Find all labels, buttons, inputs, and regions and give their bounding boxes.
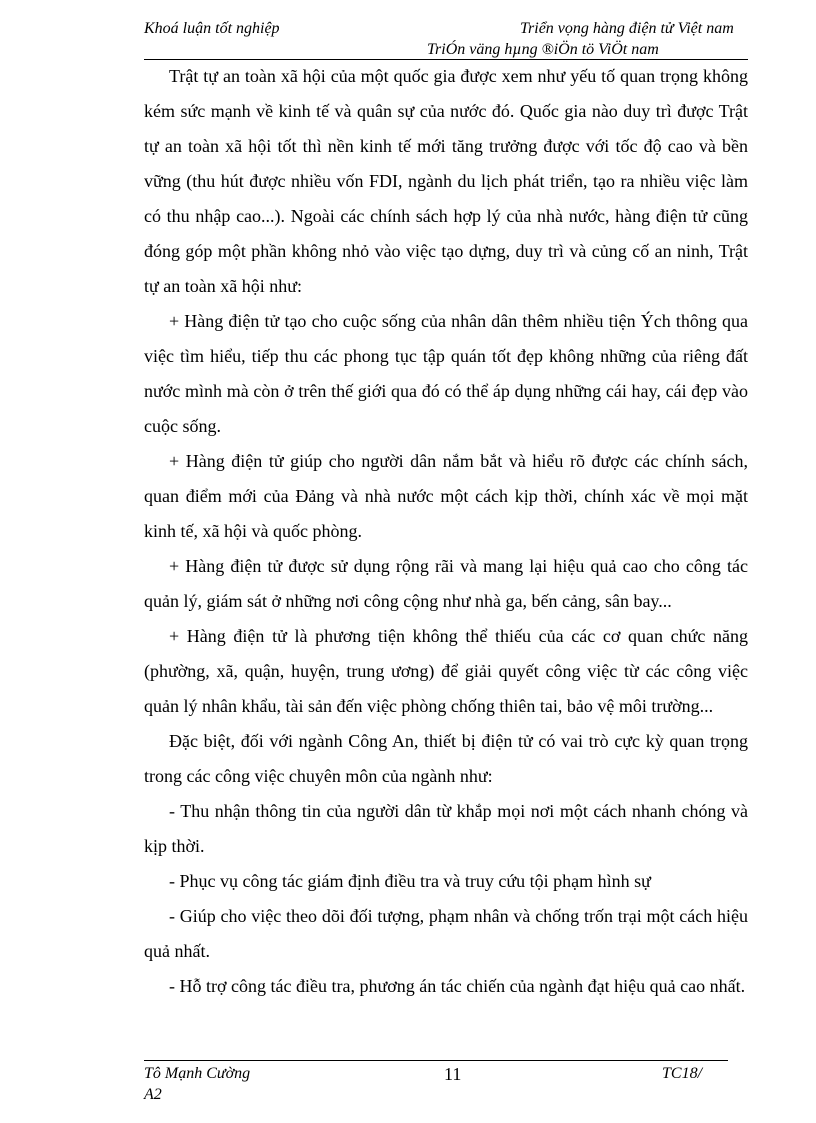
paragraph-dash-item: - Thu nhận thông tin của người dân từ khắp mọi nơi một cách nhanh chóng và kịp thời. bbox=[144, 801, 748, 856]
footer-author: Tô Mạnh Cường bbox=[144, 1065, 251, 1082]
footer-page-number: 11 bbox=[444, 1064, 462, 1084]
paragraph-item: + Hàng điện tử tạo cho cuộc sống của nhân dân thêm nhiều tiện Ých thông qua việc tìm hiểu, tiếp thu các phong tục tập quán tốt đẹp không những của riêng đất nước mình mà còn ở trên thế giới qua đó có thể áp dụng những cái hay, cái đẹp vào cuộc sống. bbox=[144, 311, 748, 436]
paragraph-item: + Hàng điện tử là phương tiện không thể thiếu của các cơ quan chức năng (phường, xã, quận, huyện, trung ương) để giải quyết công việc từ các công việc quản lý nhân khẩu, tài sản đến việc phòng chống thiên tai, bảo vệ môi trường... bbox=[144, 626, 748, 716]
header-title-left: Khoá luận tốt nghiệp bbox=[144, 20, 280, 37]
paragraph-item: + Hàng điện tử được sử dụng rộng rãi và mang lại hiệu quả cao cho công tác quản lý, giám sát ở những nơi công cộng như nhà ga, bến cảng, sân bay... bbox=[144, 556, 748, 611]
footer-class: A2 bbox=[144, 1086, 162, 1103]
paragraph-dash-item: - Phục vụ công tác giám định điều tra và truy cứu tội phạm hình sự bbox=[169, 871, 651, 891]
paragraph-item: + Hàng điện tử giúp cho người dân nắm bắt và hiểu rõ được các chính sách, quan điểm mới của Đảng và nhà nước một cách kịp thời, chính xác về mọi mặt kinh tế, xã hội và quốc phòng. bbox=[144, 451, 748, 541]
footer-code: TC18/ bbox=[662, 1065, 703, 1082]
paragraph-dash-item: - Giúp cho việc theo dõi đối tượng, phạm nhân và chống trốn trại một cách hiệu quả nhất. bbox=[144, 906, 748, 961]
header-title-garbled: TriÓn väng hµng ®iÖn tö ViÖt nam bbox=[427, 41, 659, 58]
header-title-right: Triển vọng hàng điện tử Việt nam bbox=[520, 20, 734, 37]
footer-rule bbox=[144, 1060, 728, 1061]
paragraph-dash-item: - Hỗ trợ công tác điều tra, phương án tác chiến của ngành đạt hiệu quả cao nhất. bbox=[169, 976, 746, 996]
paragraph-intro: Trật tự an toàn xã hội của một quốc gia được xem như yếu tố quan trọng không kém sức mạnh về kinh tế và quân sự của nước đó. Quốc gia nào duy trì được Trật tự an toàn xã hội tốt thì nền kinh tế mới tăng trưởng được với tốc độ cao và bền vững (thu hút được nhiều vốn FDI, ngành du lịch phát triển, tạo ra nhiều việc làm có thu nhập cao...). Ngoài các chính sách hợp lý của nhà nước, hàng điện tử cũng đóng góp một phần không nhỏ vào việc tạo dựng, duy trì và củng cố an ninh, Trật tự an toàn xã hội như: bbox=[144, 66, 748, 296]
document-body bbox=[144, 59, 748, 1004]
paragraph-police-intro: Đặc biệt, đối với ngành Công An, thiết bị điện tử có vai trò cực kỳ quan trọng trong các công việc chuyên môn của ngành như: bbox=[144, 731, 748, 786]
